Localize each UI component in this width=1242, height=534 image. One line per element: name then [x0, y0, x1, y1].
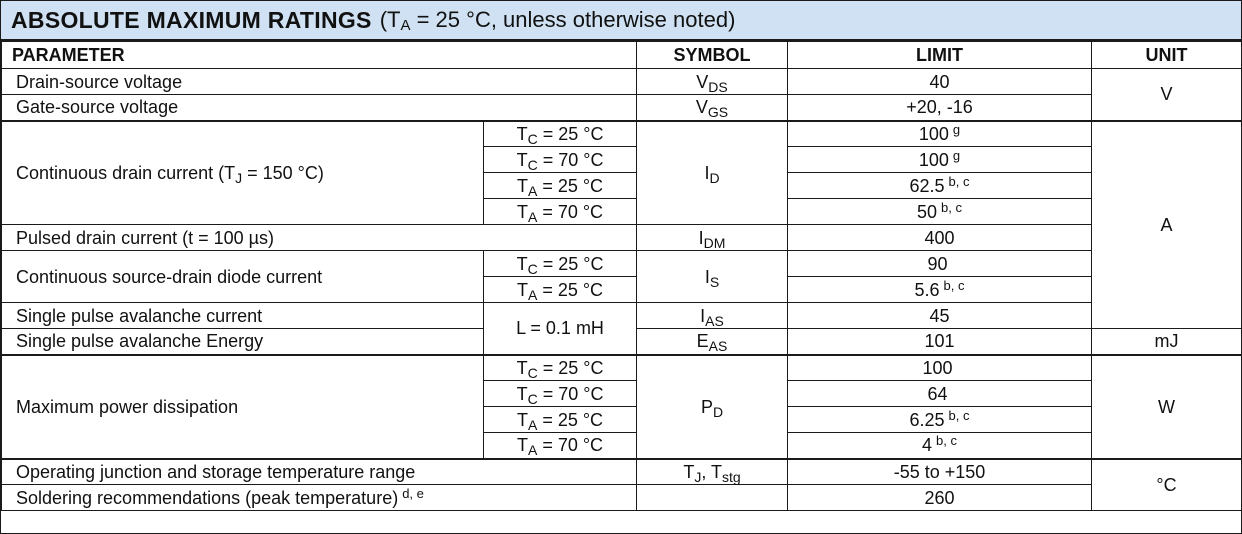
- param-solder: Soldering recommendations (peak temperature) $^{d, e}$: [2, 485, 637, 511]
- limit-solder: 260: [788, 485, 1092, 511]
- unit-watt: W: [1092, 355, 1242, 459]
- param-eas: Single pulse avalanche Energy: [2, 329, 484, 355]
- condition-cell: $T_A = 25$ °C: [484, 173, 637, 199]
- table-row: [2, 303, 1242, 329]
- limit-idm: 400: [788, 225, 1092, 251]
- limit-vgs: +20, -16: [788, 95, 1092, 121]
- limit-ias: 45: [788, 303, 1092, 329]
- symbol-solder: [637, 485, 788, 511]
- condition-cell: $T_A = 25$ °C: [484, 407, 637, 433]
- param-ias: Single pulse avalanche current: [2, 303, 484, 329]
- condition-cell: $T_A = 25$ °C: [484, 277, 637, 303]
- symbol-id: $I_D$: [637, 121, 788, 225]
- condition-avalanche: L = 0.1 mH: [484, 303, 637, 355]
- header-parameter: PARAMETER: [2, 42, 637, 69]
- table-row: [2, 225, 1242, 251]
- param-tj: Operating junction and storage temperature range: [2, 459, 637, 485]
- limit-cell: 4 $^{b, c}$: [788, 433, 1092, 459]
- table-row: [2, 485, 1242, 511]
- limit-cell: 90: [788, 251, 1092, 277]
- condition-cell: $T_C = 25$ °C: [484, 251, 637, 277]
- table-row: [2, 121, 1242, 147]
- limit-cell: 100 $^g$: [788, 121, 1092, 147]
- limit-cell: 50 $^{b, c}$: [788, 199, 1092, 225]
- condition-cell: $T_A = 70$ °C: [484, 199, 637, 225]
- title-condition: ($T_A = 25$ °C, unless otherwise noted): [379, 7, 736, 34]
- param-is: Continuous source-drain diode current: [2, 251, 484, 303]
- param-pd: Maximum power dissipation: [2, 355, 484, 459]
- header-limit: LIMIT: [788, 42, 1092, 69]
- symbol-vds: $V_{DS}$: [637, 69, 788, 95]
- unit-celsius: °C: [1092, 459, 1242, 511]
- table-row: [2, 95, 1242, 121]
- limit-vds: 40: [788, 69, 1092, 95]
- limit-cell: 64: [788, 381, 1092, 407]
- symbol-vgs: $V_{GS}$: [637, 95, 788, 121]
- limit-cell: 5.6 $^{b, c}$: [788, 277, 1092, 303]
- table-title: [1, 1, 1241, 41]
- symbol-is: $I_S$: [637, 251, 788, 303]
- param-id: Continuous drain current ($T_J = 150$ °C): [2, 121, 484, 225]
- condition-cell: $T_C = 25$ °C: [484, 355, 637, 381]
- condition-cell: $T_A = 70$ °C: [484, 433, 637, 459]
- ratings-table: [1, 41, 1242, 511]
- header-unit: UNIT: [1092, 42, 1242, 69]
- unit-mj: mJ: [1092, 329, 1242, 355]
- symbol-idm: $I_{DM}$: [637, 225, 788, 251]
- limit-cell: 6.25 $^{b, c}$: [788, 407, 1092, 433]
- condition-cell: $T_C = 70$ °C: [484, 147, 637, 173]
- param-vds: Drain-source voltage: [2, 69, 637, 95]
- limit-cell: 100: [788, 355, 1092, 381]
- limit-tj: -55 to +150: [788, 459, 1092, 485]
- header-row: [2, 42, 1242, 69]
- symbol-eas: $E_{AS}$: [637, 329, 788, 355]
- limit-cell: 62.5 $^{b, c}$: [788, 173, 1092, 199]
- title-main: ABSOLUTE MAXIMUM RATINGS: [11, 6, 372, 33]
- table-row: [2, 355, 1242, 381]
- header-symbol: SYMBOL: [637, 42, 788, 69]
- symbol-pd: $P_D$: [637, 355, 788, 459]
- limit-cell: 100 $^g$: [788, 147, 1092, 173]
- condition-cell: $T_C = 70$ °C: [484, 381, 637, 407]
- unit-ampere: A: [1092, 121, 1242, 329]
- table-row: [2, 251, 1242, 277]
- unit-volt: V: [1092, 69, 1242, 121]
- symbol-ias: $I_{AS}$: [637, 303, 788, 329]
- limit-eas: 101: [788, 329, 1092, 355]
- param-vgs: Gate-source voltage: [2, 95, 637, 121]
- table-row: [2, 69, 1242, 95]
- table-row: [2, 459, 1242, 485]
- symbol-tj: $T_J$, $T_{stg}$: [637, 459, 788, 485]
- condition-cell: $T_C = 25$ °C: [484, 121, 637, 147]
- param-idm: Pulsed drain current (t = 100 µs): [2, 225, 637, 251]
